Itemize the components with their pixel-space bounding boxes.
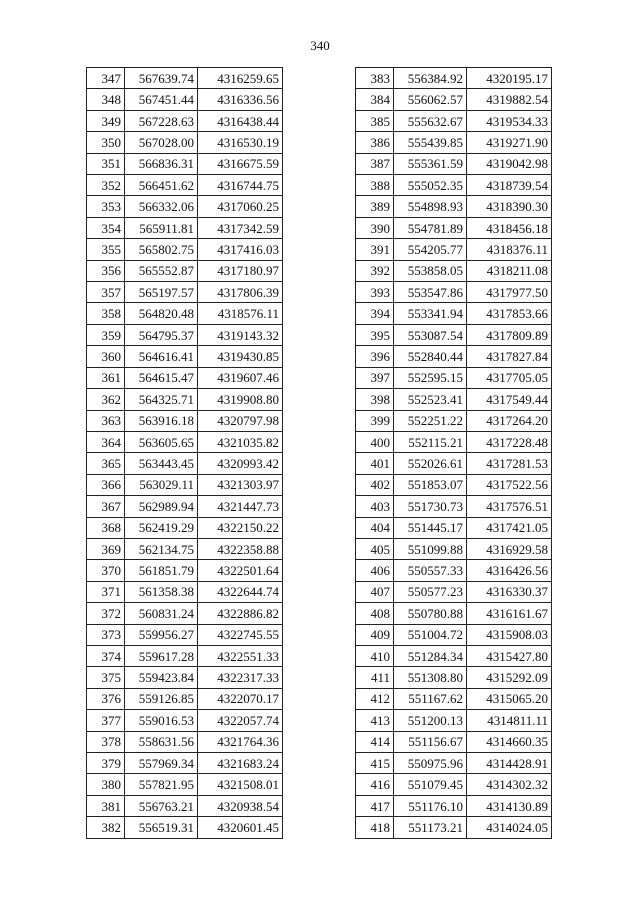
x-coordinate-cell: 551167.62 bbox=[394, 688, 467, 709]
y-coordinate-cell: 4317421.05 bbox=[467, 517, 552, 538]
table-row bbox=[356, 453, 552, 474]
y-coordinate-cell: 4316426.56 bbox=[467, 560, 552, 581]
table-row bbox=[356, 110, 552, 131]
point-number-cell: 374 bbox=[87, 645, 125, 666]
table-row bbox=[356, 367, 552, 388]
point-number-cell: 354 bbox=[87, 217, 125, 238]
y-coordinate-cell: 4318739.54 bbox=[467, 175, 552, 196]
coordinates-table-left bbox=[86, 67, 283, 839]
table-row bbox=[356, 239, 552, 260]
x-coordinate-cell: 566332.06 bbox=[125, 196, 198, 217]
y-coordinate-cell: 4317342.59 bbox=[198, 217, 283, 238]
y-coordinate-cell: 4316438.44 bbox=[198, 110, 283, 131]
point-number-cell: 379 bbox=[87, 753, 125, 774]
point-number-cell: 368 bbox=[87, 517, 125, 538]
y-coordinate-cell: 4319908.80 bbox=[198, 389, 283, 410]
y-coordinate-cell: 4316336.56 bbox=[198, 89, 283, 110]
y-coordinate-cell: 4322551.33 bbox=[198, 645, 283, 666]
point-number-cell: 380 bbox=[87, 774, 125, 795]
y-coordinate-cell: 4322057.74 bbox=[198, 710, 283, 731]
point-number-cell: 351 bbox=[87, 153, 125, 174]
table-row bbox=[356, 560, 552, 581]
table-row bbox=[87, 367, 283, 388]
x-coordinate-cell: 559016.53 bbox=[125, 710, 198, 731]
point-number-cell: 406 bbox=[356, 560, 394, 581]
table-row bbox=[356, 731, 552, 752]
table-row bbox=[356, 688, 552, 709]
table-row bbox=[356, 389, 552, 410]
point-number-cell: 401 bbox=[356, 453, 394, 474]
y-coordinate-cell: 4320601.45 bbox=[198, 817, 283, 838]
point-number-cell: 364 bbox=[87, 431, 125, 452]
y-coordinate-cell: 4317228.48 bbox=[467, 431, 552, 452]
point-number-cell: 367 bbox=[87, 496, 125, 517]
y-coordinate-cell: 4320195.17 bbox=[467, 68, 552, 89]
y-coordinate-cell: 4317705.05 bbox=[467, 367, 552, 388]
table-row bbox=[356, 624, 552, 645]
y-coordinate-cell: 4319882.54 bbox=[467, 89, 552, 110]
y-coordinate-cell: 4321303.97 bbox=[198, 474, 283, 495]
y-coordinate-cell: 4314130.89 bbox=[467, 795, 552, 816]
point-number-cell: 397 bbox=[356, 367, 394, 388]
x-coordinate-cell: 556062.57 bbox=[394, 89, 467, 110]
x-coordinate-cell: 559617.28 bbox=[125, 645, 198, 666]
x-coordinate-cell: 563443.45 bbox=[125, 453, 198, 474]
point-number-cell: 415 bbox=[356, 753, 394, 774]
y-coordinate-cell: 4321508.01 bbox=[198, 774, 283, 795]
y-coordinate-cell: 4319271.90 bbox=[467, 132, 552, 153]
point-number-cell: 389 bbox=[356, 196, 394, 217]
x-coordinate-cell: 551284.34 bbox=[394, 645, 467, 666]
x-coordinate-cell: 554898.93 bbox=[394, 196, 467, 217]
table-row bbox=[356, 517, 552, 538]
point-number-cell: 369 bbox=[87, 538, 125, 559]
point-number-cell: 412 bbox=[356, 688, 394, 709]
x-coordinate-cell: 567228.63 bbox=[125, 110, 198, 131]
x-coordinate-cell: 562419.29 bbox=[125, 517, 198, 538]
y-coordinate-cell: 4319430.85 bbox=[198, 346, 283, 367]
table-row bbox=[356, 196, 552, 217]
y-coordinate-cell: 4322644.74 bbox=[198, 581, 283, 602]
x-coordinate-cell: 557821.95 bbox=[125, 774, 198, 795]
table-row bbox=[356, 581, 552, 602]
y-coordinate-cell: 4316675.59 bbox=[198, 153, 283, 174]
x-coordinate-cell: 566836.31 bbox=[125, 153, 198, 174]
point-number-cell: 350 bbox=[87, 132, 125, 153]
y-coordinate-cell: 4314024.05 bbox=[467, 817, 552, 838]
point-number-cell: 362 bbox=[87, 389, 125, 410]
table-row bbox=[356, 496, 552, 517]
y-coordinate-cell: 4322150.22 bbox=[198, 517, 283, 538]
point-number-cell: 372 bbox=[87, 603, 125, 624]
x-coordinate-cell: 551156.67 bbox=[394, 731, 467, 752]
table-row bbox=[87, 496, 283, 517]
x-coordinate-cell: 561358.38 bbox=[125, 581, 198, 602]
x-coordinate-cell: 562989.94 bbox=[125, 496, 198, 517]
table-row bbox=[356, 710, 552, 731]
table-row bbox=[87, 431, 283, 452]
table-row bbox=[87, 410, 283, 431]
x-coordinate-cell: 555361.59 bbox=[394, 153, 467, 174]
table-row bbox=[356, 282, 552, 303]
point-number-cell: 394 bbox=[356, 303, 394, 324]
x-coordinate-cell: 550780.88 bbox=[394, 603, 467, 624]
y-coordinate-cell: 4320797.98 bbox=[198, 410, 283, 431]
x-coordinate-cell: 565911.81 bbox=[125, 217, 198, 238]
y-coordinate-cell: 4322745.55 bbox=[198, 624, 283, 645]
point-number-cell: 398 bbox=[356, 389, 394, 410]
x-coordinate-cell: 564325.71 bbox=[125, 389, 198, 410]
x-coordinate-cell: 551200.13 bbox=[394, 710, 467, 731]
coordinates-table-body bbox=[87, 68, 283, 839]
point-number-cell: 399 bbox=[356, 410, 394, 431]
y-coordinate-cell: 4314428.91 bbox=[467, 753, 552, 774]
y-coordinate-cell: 4322886.82 bbox=[198, 603, 283, 624]
x-coordinate-cell: 561851.79 bbox=[125, 560, 198, 581]
x-coordinate-cell: 552840.44 bbox=[394, 346, 467, 367]
table-row bbox=[356, 68, 552, 89]
table-row bbox=[87, 817, 283, 838]
y-coordinate-cell: 4317180.97 bbox=[198, 260, 283, 281]
table-row bbox=[87, 217, 283, 238]
point-number-cell: 388 bbox=[356, 175, 394, 196]
y-coordinate-cell: 4319607.46 bbox=[198, 367, 283, 388]
point-number-cell: 409 bbox=[356, 624, 394, 645]
table-row bbox=[356, 260, 552, 281]
table-row bbox=[87, 474, 283, 495]
point-number-cell: 413 bbox=[356, 710, 394, 731]
table-row bbox=[87, 560, 283, 581]
table-row bbox=[356, 132, 552, 153]
x-coordinate-cell: 563916.18 bbox=[125, 410, 198, 431]
y-coordinate-cell: 4315427.80 bbox=[467, 645, 552, 666]
y-coordinate-cell: 4317060.25 bbox=[198, 196, 283, 217]
x-coordinate-cell: 553341.94 bbox=[394, 303, 467, 324]
table-row bbox=[87, 645, 283, 666]
y-coordinate-cell: 4317264.20 bbox=[467, 410, 552, 431]
x-coordinate-cell: 567639.74 bbox=[125, 68, 198, 89]
x-coordinate-cell: 558631.56 bbox=[125, 731, 198, 752]
table-row bbox=[356, 474, 552, 495]
point-number-cell: 357 bbox=[87, 282, 125, 303]
point-number-cell: 416 bbox=[356, 774, 394, 795]
x-coordinate-cell: 551079.45 bbox=[394, 774, 467, 795]
y-coordinate-cell: 4322501.64 bbox=[198, 560, 283, 581]
y-coordinate-cell: 4317522.56 bbox=[467, 474, 552, 495]
y-coordinate-cell: 4317416.03 bbox=[198, 239, 283, 260]
table-row bbox=[87, 324, 283, 345]
table-row bbox=[87, 196, 283, 217]
point-number-cell: 385 bbox=[356, 110, 394, 131]
y-coordinate-cell: 4322070.17 bbox=[198, 688, 283, 709]
y-coordinate-cell: 4321683.24 bbox=[198, 753, 283, 774]
table-row bbox=[356, 645, 552, 666]
point-number-cell: 353 bbox=[87, 196, 125, 217]
y-coordinate-cell: 4317809.89 bbox=[467, 324, 552, 345]
point-number-cell: 381 bbox=[87, 795, 125, 816]
point-number-cell: 371 bbox=[87, 581, 125, 602]
point-number-cell: 363 bbox=[87, 410, 125, 431]
point-number-cell: 376 bbox=[87, 688, 125, 709]
table-row bbox=[87, 68, 283, 89]
y-coordinate-cell: 4322358.88 bbox=[198, 538, 283, 559]
point-number-cell: 366 bbox=[87, 474, 125, 495]
y-coordinate-cell: 4317806.39 bbox=[198, 282, 283, 303]
x-coordinate-cell: 551176.10 bbox=[394, 795, 467, 816]
y-coordinate-cell: 4319042.98 bbox=[467, 153, 552, 174]
y-coordinate-cell: 4316929.58 bbox=[467, 538, 552, 559]
x-coordinate-cell: 551730.73 bbox=[394, 496, 467, 517]
y-coordinate-cell: 4316330.37 bbox=[467, 581, 552, 602]
y-coordinate-cell: 4319534.33 bbox=[467, 110, 552, 131]
table-row bbox=[87, 581, 283, 602]
point-number-cell: 365 bbox=[87, 453, 125, 474]
x-coordinate-cell: 563605.65 bbox=[125, 431, 198, 452]
point-number-cell: 352 bbox=[87, 175, 125, 196]
y-coordinate-cell: 4317853.66 bbox=[467, 303, 552, 324]
x-coordinate-cell: 565197.57 bbox=[125, 282, 198, 303]
point-number-cell: 387 bbox=[356, 153, 394, 174]
table-row bbox=[356, 817, 552, 838]
point-number-cell: 411 bbox=[356, 667, 394, 688]
point-number-cell: 373 bbox=[87, 624, 125, 645]
x-coordinate-cell: 552595.15 bbox=[394, 367, 467, 388]
x-coordinate-cell: 556763.21 bbox=[125, 795, 198, 816]
point-number-cell: 400 bbox=[356, 431, 394, 452]
y-coordinate-cell: 4315065.20 bbox=[467, 688, 552, 709]
x-coordinate-cell: 563029.11 bbox=[125, 474, 198, 495]
table-row bbox=[87, 153, 283, 174]
point-number-cell: 403 bbox=[356, 496, 394, 517]
y-coordinate-cell: 4316744.75 bbox=[198, 175, 283, 196]
x-coordinate-cell: 565802.75 bbox=[125, 239, 198, 260]
x-coordinate-cell: 551308.80 bbox=[394, 667, 467, 688]
x-coordinate-cell: 552026.61 bbox=[394, 453, 467, 474]
point-number-cell: 383 bbox=[356, 68, 394, 89]
x-coordinate-cell: 556384.92 bbox=[394, 68, 467, 89]
point-number-cell: 414 bbox=[356, 731, 394, 752]
table-row bbox=[356, 89, 552, 110]
point-number-cell: 384 bbox=[356, 89, 394, 110]
table-row bbox=[356, 603, 552, 624]
coordinates-table-body bbox=[356, 68, 552, 839]
table-row bbox=[356, 346, 552, 367]
table-row bbox=[356, 753, 552, 774]
table-row bbox=[356, 410, 552, 431]
point-number-cell: 404 bbox=[356, 517, 394, 538]
point-number-cell: 407 bbox=[356, 581, 394, 602]
x-coordinate-cell: 564820.48 bbox=[125, 303, 198, 324]
y-coordinate-cell: 4314660.35 bbox=[467, 731, 552, 752]
x-coordinate-cell: 555632.67 bbox=[394, 110, 467, 131]
y-coordinate-cell: 4318390.30 bbox=[467, 196, 552, 217]
x-coordinate-cell: 564795.37 bbox=[125, 324, 198, 345]
x-coordinate-cell: 556519.31 bbox=[125, 817, 198, 838]
page-number: 340 bbox=[310, 38, 330, 53]
table-row bbox=[87, 260, 283, 281]
table-row bbox=[356, 667, 552, 688]
y-coordinate-cell: 4321447.73 bbox=[198, 496, 283, 517]
table-row bbox=[87, 538, 283, 559]
y-coordinate-cell: 4320993.42 bbox=[198, 453, 283, 474]
x-coordinate-cell: 551004.72 bbox=[394, 624, 467, 645]
y-coordinate-cell: 4315908.03 bbox=[467, 624, 552, 645]
y-coordinate-cell: 4317281.53 bbox=[467, 453, 552, 474]
y-coordinate-cell: 4315292.09 bbox=[467, 667, 552, 688]
table-row bbox=[356, 153, 552, 174]
y-coordinate-cell: 4318576.11 bbox=[198, 303, 283, 324]
x-coordinate-cell: 551445.17 bbox=[394, 517, 467, 538]
x-coordinate-cell: 551853.07 bbox=[394, 474, 467, 495]
point-number-cell: 408 bbox=[356, 603, 394, 624]
point-number-cell: 375 bbox=[87, 667, 125, 688]
point-number-cell: 370 bbox=[87, 560, 125, 581]
x-coordinate-cell: 559956.27 bbox=[125, 624, 198, 645]
x-coordinate-cell: 557969.34 bbox=[125, 753, 198, 774]
point-number-cell: 410 bbox=[356, 645, 394, 666]
x-coordinate-cell: 564616.41 bbox=[125, 346, 198, 367]
x-coordinate-cell: 555439.85 bbox=[394, 132, 467, 153]
y-coordinate-cell: 4314302.32 bbox=[467, 774, 552, 795]
x-coordinate-cell: 552251.22 bbox=[394, 410, 467, 431]
y-coordinate-cell: 4318376.11 bbox=[467, 239, 552, 260]
x-coordinate-cell: 554205.77 bbox=[394, 239, 467, 260]
y-coordinate-cell: 4317549.44 bbox=[467, 389, 552, 410]
x-coordinate-cell: 562134.75 bbox=[125, 538, 198, 559]
point-number-cell: 382 bbox=[87, 817, 125, 838]
point-number-cell: 348 bbox=[87, 89, 125, 110]
point-number-cell: 417 bbox=[356, 795, 394, 816]
table-row bbox=[356, 795, 552, 816]
table-row bbox=[87, 774, 283, 795]
y-coordinate-cell: 4316259.65 bbox=[198, 68, 283, 89]
x-coordinate-cell: 555052.35 bbox=[394, 175, 467, 196]
table-row bbox=[87, 346, 283, 367]
x-coordinate-cell: 550577.23 bbox=[394, 581, 467, 602]
table-row bbox=[356, 175, 552, 196]
x-coordinate-cell: 551173.21 bbox=[394, 817, 467, 838]
point-number-cell: 393 bbox=[356, 282, 394, 303]
y-coordinate-cell: 4317576.51 bbox=[467, 496, 552, 517]
x-coordinate-cell: 559423.84 bbox=[125, 667, 198, 688]
point-number-cell: 358 bbox=[87, 303, 125, 324]
table-row bbox=[356, 324, 552, 345]
y-coordinate-cell: 4320938.54 bbox=[198, 795, 283, 816]
x-coordinate-cell: 566451.62 bbox=[125, 175, 198, 196]
table-row bbox=[87, 603, 283, 624]
x-coordinate-cell: 553547.86 bbox=[394, 282, 467, 303]
point-number-cell: 359 bbox=[87, 324, 125, 345]
coordinates-table-right bbox=[355, 67, 552, 839]
table-row bbox=[87, 517, 283, 538]
point-number-cell: 390 bbox=[356, 217, 394, 238]
point-number-cell: 418 bbox=[356, 817, 394, 838]
point-number-cell: 405 bbox=[356, 538, 394, 559]
table-row bbox=[87, 667, 283, 688]
point-number-cell: 392 bbox=[356, 260, 394, 281]
y-coordinate-cell: 4322317.33 bbox=[198, 667, 283, 688]
table-row bbox=[87, 89, 283, 110]
x-coordinate-cell: 559126.85 bbox=[125, 688, 198, 709]
point-number-cell: 347 bbox=[87, 68, 125, 89]
y-coordinate-cell: 4314811.11 bbox=[467, 710, 552, 731]
y-coordinate-cell: 4318456.18 bbox=[467, 217, 552, 238]
point-number-cell: 361 bbox=[87, 367, 125, 388]
table-row bbox=[356, 303, 552, 324]
point-number-cell: 395 bbox=[356, 324, 394, 345]
table-row bbox=[356, 774, 552, 795]
x-coordinate-cell: 564615.47 bbox=[125, 367, 198, 388]
point-number-cell: 355 bbox=[87, 239, 125, 260]
x-coordinate-cell: 567451.44 bbox=[125, 89, 198, 110]
x-coordinate-cell: 565552.87 bbox=[125, 260, 198, 281]
table-row bbox=[87, 389, 283, 410]
point-number-cell: 391 bbox=[356, 239, 394, 260]
y-coordinate-cell: 4317977.50 bbox=[467, 282, 552, 303]
table-row bbox=[87, 303, 283, 324]
table-row bbox=[87, 110, 283, 131]
table-row bbox=[87, 688, 283, 709]
point-number-cell: 402 bbox=[356, 474, 394, 495]
x-coordinate-cell: 550557.33 bbox=[394, 560, 467, 581]
x-coordinate-cell: 567028.00 bbox=[125, 132, 198, 153]
x-coordinate-cell: 552523.41 bbox=[394, 389, 467, 410]
point-number-cell: 378 bbox=[87, 731, 125, 752]
y-coordinate-cell: 4317827.84 bbox=[467, 346, 552, 367]
table-row bbox=[87, 282, 283, 303]
x-coordinate-cell: 551099.88 bbox=[394, 538, 467, 559]
table-row bbox=[87, 132, 283, 153]
x-coordinate-cell: 552115.21 bbox=[394, 431, 467, 452]
y-coordinate-cell: 4319143.32 bbox=[198, 324, 283, 345]
point-number-cell: 386 bbox=[356, 132, 394, 153]
point-number-cell: 396 bbox=[356, 346, 394, 367]
y-coordinate-cell: 4316161.67 bbox=[467, 603, 552, 624]
y-coordinate-cell: 4321764.36 bbox=[198, 731, 283, 752]
x-coordinate-cell: 554781.89 bbox=[394, 217, 467, 238]
table-row bbox=[87, 239, 283, 260]
x-coordinate-cell: 550975.96 bbox=[394, 753, 467, 774]
table-row bbox=[356, 217, 552, 238]
table-row bbox=[87, 753, 283, 774]
point-number-cell: 377 bbox=[87, 710, 125, 731]
point-number-cell: 356 bbox=[87, 260, 125, 281]
y-coordinate-cell: 4316530.19 bbox=[198, 132, 283, 153]
table-row bbox=[87, 710, 283, 731]
table-row bbox=[87, 453, 283, 474]
table-row bbox=[87, 624, 283, 645]
x-coordinate-cell: 553087.54 bbox=[394, 324, 467, 345]
y-coordinate-cell: 4321035.82 bbox=[198, 431, 283, 452]
table-row bbox=[87, 175, 283, 196]
x-coordinate-cell: 553858.05 bbox=[394, 260, 467, 281]
table-row bbox=[87, 731, 283, 752]
point-number-cell: 360 bbox=[87, 346, 125, 367]
y-coordinate-cell: 4318211.08 bbox=[467, 260, 552, 281]
x-coordinate-cell: 560831.24 bbox=[125, 603, 198, 624]
table-row bbox=[87, 795, 283, 816]
table-row bbox=[356, 431, 552, 452]
point-number-cell: 349 bbox=[87, 110, 125, 131]
table-row bbox=[356, 538, 552, 559]
